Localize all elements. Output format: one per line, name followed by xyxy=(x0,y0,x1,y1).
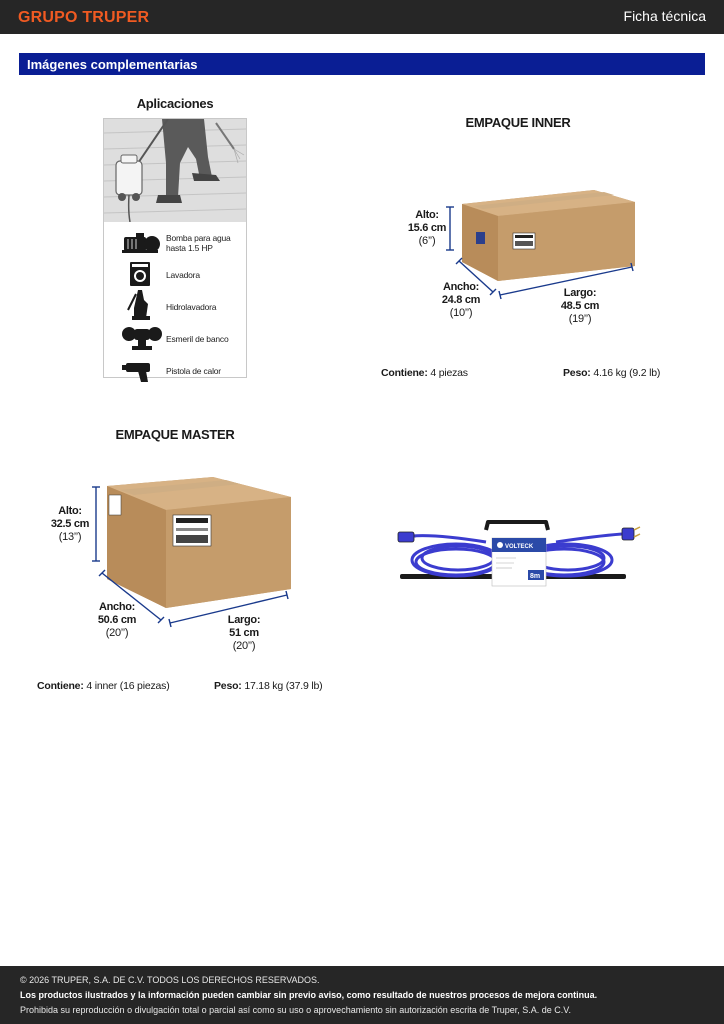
inner-pack-title: EMPAQUE INNER xyxy=(465,115,571,130)
dimension-imperial: (6’’) xyxy=(418,235,436,247)
weight-label: Peso: xyxy=(214,680,242,692)
product-length-tag: 8m xyxy=(530,573,541,580)
master-weight xyxy=(214,680,322,692)
footer-notice: Los productos ilustrados y la información pueden cambiar sin previo aviso, como resultado de nuestros procesos de mejora continua. xyxy=(20,990,598,1000)
document-type: Ficha técnica xyxy=(623,8,706,24)
dimension-imperial: (19’’) xyxy=(568,313,592,325)
contents-label: Contiene: xyxy=(381,367,428,379)
application-label: Esmeril de banco xyxy=(166,334,229,344)
dimension-label: Ancho: xyxy=(442,281,480,293)
application-label: Bomba para agua hasta 1.5 HP xyxy=(166,233,231,253)
dimension-metric: 48.5 cm xyxy=(560,300,600,312)
dimension-metric: 32.5 cm xyxy=(50,518,90,530)
dimension-metric: 51 cm xyxy=(229,627,259,639)
section-title: Imágenes complementarias xyxy=(27,57,198,72)
application-label: Hidrolavadora xyxy=(166,302,217,312)
footer-copyright: © 2026 TRUPER, S.A. DE C.V. TODOS LOS DERECHOS RESERVADOS. xyxy=(20,975,320,985)
master-contents xyxy=(37,680,170,692)
brand-logo: GRUPO TRUPER xyxy=(18,9,150,26)
application-label: Pistola de calor xyxy=(166,366,221,376)
dimension-label: Ancho: xyxy=(98,601,136,613)
contents-value: 4 inner (16 piezas) xyxy=(86,680,170,692)
dimension-imperial: (10’’) xyxy=(449,307,473,319)
weight-label: Peso: xyxy=(563,367,591,379)
master-height-dimension xyxy=(45,505,95,544)
dimension-imperial: (13’’) xyxy=(58,531,82,543)
dimension-label: Largo: xyxy=(563,287,597,299)
dimension-metric: 50.6 cm xyxy=(97,614,137,626)
contents-label: Contiene: xyxy=(37,680,84,692)
dimension-imperial: (20’’) xyxy=(232,640,256,652)
dimension-imperial: (20’’) xyxy=(105,627,129,639)
dimension-label: Alto: xyxy=(58,505,82,517)
product-extension-cord-image xyxy=(396,518,646,588)
contents-value: 4 piezas xyxy=(430,367,468,379)
application-label: Lavadora xyxy=(166,270,200,280)
dimension-metric: 15.6 cm xyxy=(407,222,447,234)
dimension-label: Largo: xyxy=(227,614,261,626)
dimension-metric: 24.8 cm xyxy=(441,294,481,306)
footer-prohibition: Prohibida su reproducción o divulgación total o parcial así como su uso o aprovechamiento sin autorización escrita de Truper, S.A. de C.V. xyxy=(20,1005,571,1015)
master-pack-title: EMPAQUE MASTER xyxy=(115,427,235,442)
weight-value: 17.18 kg (37.9 lb) xyxy=(244,680,323,692)
weight-value: 4.16 kg (9.2 lb) xyxy=(593,367,661,379)
dimension-label: Alto: xyxy=(415,209,439,221)
product-brand: VOLTECK xyxy=(505,544,534,550)
applications-title: Aplicaciones xyxy=(136,96,214,111)
footer xyxy=(0,966,724,1024)
master-length-dimension xyxy=(219,614,269,653)
master-width-dimension xyxy=(92,601,142,640)
